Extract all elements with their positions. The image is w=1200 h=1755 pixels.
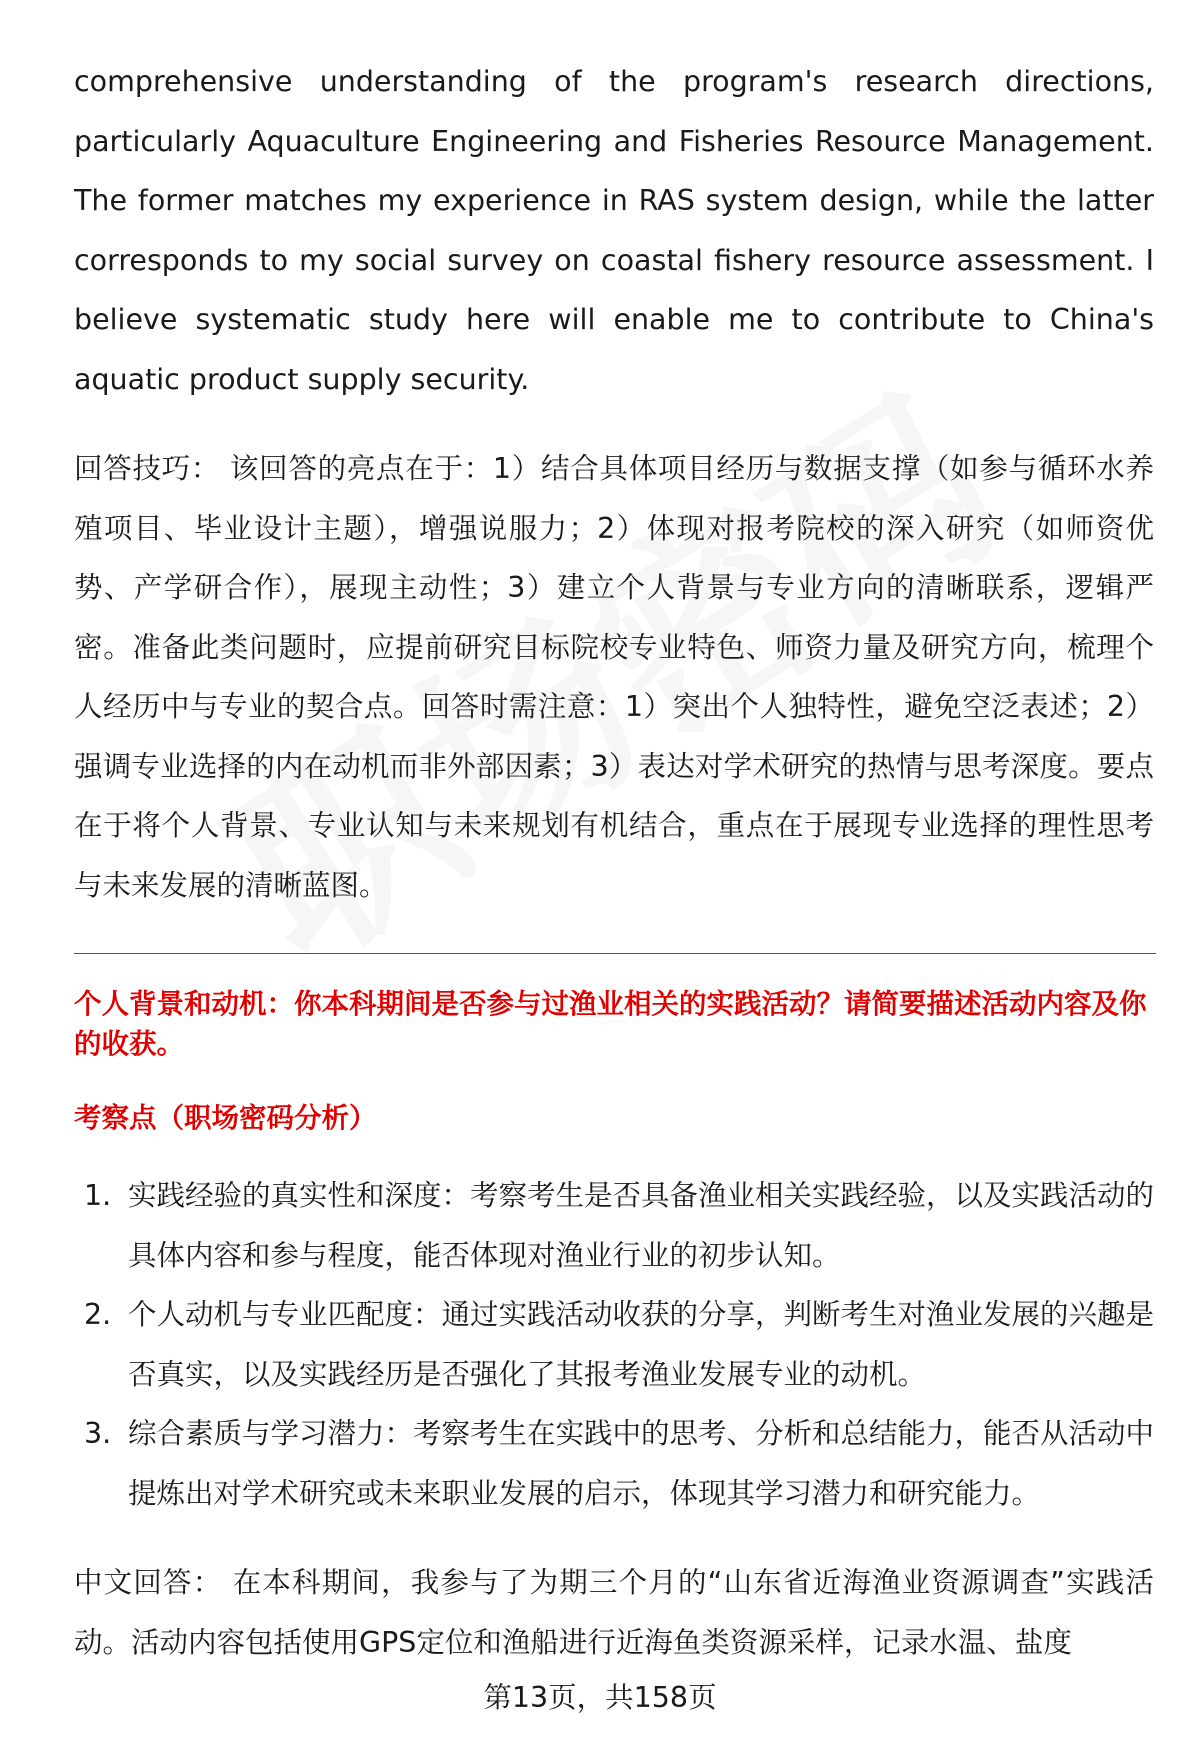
- question-heading: 个人背景和动机：你本科期间是否参与过渔业相关的实践活动？请简要描述活动内容及你的收获。: [74, 988, 1147, 1060]
- english-answer-paragraph: comprehensive understanding of the program's research directions, particularly Aquaculture Engineering and Fisheries Resource Management. The former matches my experience in RAS system design, while the latter corresponds to my social survey on coastal fishery resource assessment. I believe systematic study here will enable me to contribute to China's aquatic product supply security.: [74, 65, 1154, 396]
- list-item-text: 综合素质与学习潜力：考察考生在实践中的思考、分析和总结能力，能否从活动中提炼出对学术研究或未来职业发展的启示，体现其学习潜力和研究能力。: [128, 1417, 1155, 1510]
- list-item-number: 2.: [84, 1298, 112, 1331]
- list-item-text: 实践经验的真实性和深度：考察考生是否具备渔业相关实践经验，以及实践活动的具体内容和参与程度，能否体现对渔业行业的初步认知。: [128, 1179, 1155, 1272]
- list-item-number: 1.: [84, 1179, 112, 1212]
- list-item-number: 3.: [84, 1417, 112, 1450]
- answer-tips-text: 该回答的亮点在于：1）结合具体项目经历与数据支撑（如参与循环水养殖项目、毕业设计主题），增强说服力；2）体现对报考院校的深入研究（如师资优势、产学研合作），展现主动性；3）建立个人背景与专业方向的清晰联系，逻辑严密。准备此类问题时，应提前研究目标院校专业特色、师资力量及研究方向，梳理个人经历中与专业的契合点。回答时需注意：1）突出个人独特性，避免空泛表述；2）强调专业选择的内在动机而非外部因素；3）表达对学术研究的热情与思考深度。要点在于将个人背景、专业认知与未来规划有机结合，重点在于展现专业选择的理性思考与未来发展的清晰蓝图。: [74, 452, 1154, 902]
- assessment-points-heading: 考察点（职场密码分析）: [74, 1102, 377, 1134]
- assessment-points-list: [74, 1166, 1154, 1523]
- chinese-answer-text: 在本科期间，我参与了为期三个月的“山东省近海渔业资源调查”实践活动。活动内容包括使用GPS定位和渔船进行近海鱼类资源采样，记录水温、盐度: [74, 1566, 1154, 1659]
- list-item: [74, 1166, 1154, 1285]
- answer-tips-label: 回答技巧：: [74, 452, 221, 485]
- chinese-answer-paragraph: [74, 1553, 1154, 1673]
- document-page: [74, 52, 1154, 1673]
- section-divider: [74, 953, 1156, 954]
- list-item: [74, 1404, 1154, 1523]
- page-number-footer: 第13页，共158页: [483, 1681, 717, 1714]
- chinese-answer-label: 中文回答：: [74, 1566, 223, 1599]
- answer-tips-paragraph: [74, 439, 1154, 915]
- list-item: [74, 1285, 1154, 1404]
- list-item-text: 个人动机与专业匹配度：通过实践活动收获的分享，判断考生对渔业发展的兴趣是否真实，以及实践经历是否强化了其报考渔业发展专业的动机。: [128, 1298, 1155, 1391]
